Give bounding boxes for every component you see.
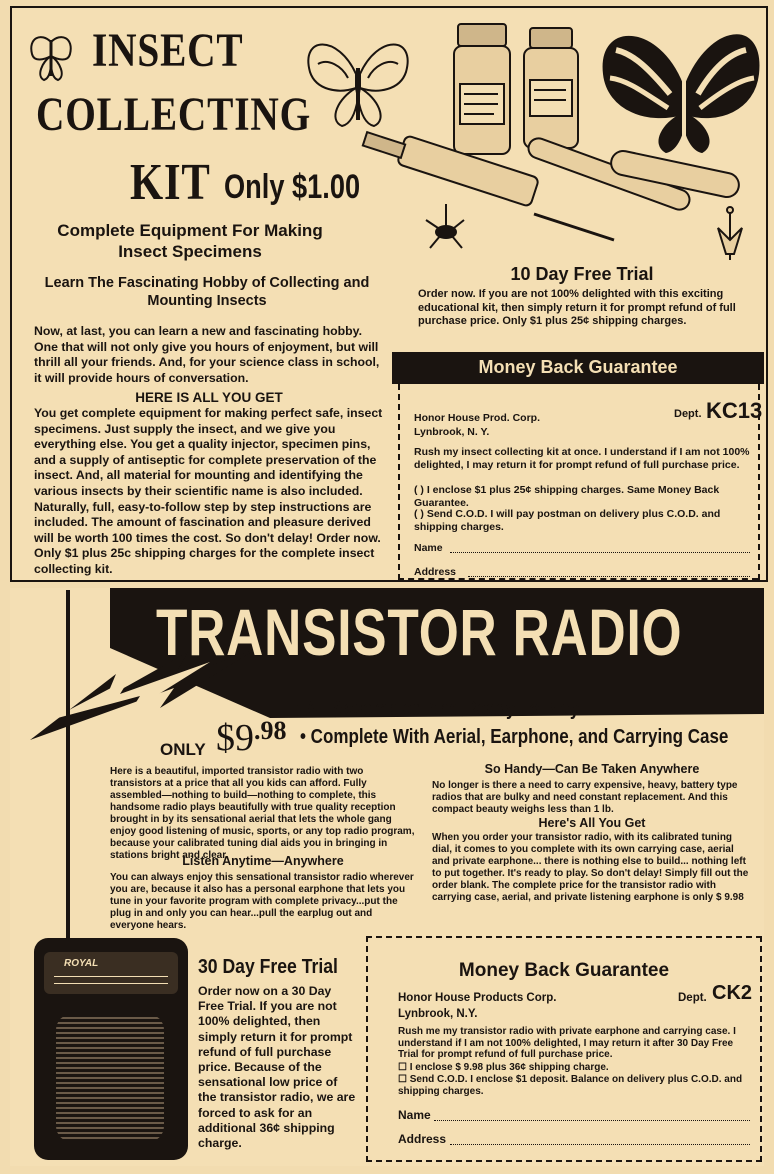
coupon-kc13 xyxy=(392,352,764,580)
subheading: Learn The Fascinating Hobby of Collecting and Mounting Insects xyxy=(44,275,370,309)
insect-kit-ad xyxy=(10,6,768,582)
radio-illustration xyxy=(34,938,188,1160)
coupon-city: Lynbrook, N. Y. xyxy=(414,426,490,438)
tuning-dial xyxy=(44,952,178,994)
title-line-insect: INSECT xyxy=(92,24,244,77)
name2-field[interactable] xyxy=(434,1120,750,1121)
coupon2-border-left xyxy=(366,936,368,1162)
radio-title: TRANSISTOR RADIO xyxy=(156,595,683,669)
trial-heading-30: 30 Day Free Trial xyxy=(198,956,338,978)
coupon2-border-bottom xyxy=(366,1160,762,1162)
insect-equipment-illustration xyxy=(298,14,760,260)
coupon2-header: Money Back Guarantee xyxy=(458,960,670,981)
col2-paragraph: No longer is there a need to carry expensive, heavy, battery type radios that are bulky and need constant replacement. And this compact beauty weighs less than 1 lb. xyxy=(432,780,738,815)
address-field[interactable] xyxy=(468,576,750,577)
trial-text: Order now. If you are not 100% delighted with this exciting educational kit, then simply return it for prompt refund of full purchase price. Only $1 plus 25¢ shipping charges. xyxy=(418,288,736,327)
price-main: 9 xyxy=(235,717,254,759)
radio-brand: ROYAL xyxy=(64,958,99,969)
coupon2-border-right xyxy=(760,936,762,1162)
dept2-label: Dept. xyxy=(678,992,707,1004)
butterfly-logo-icon xyxy=(26,32,76,84)
price-label: Only $1.00 xyxy=(224,168,361,206)
col2-paragraph2: When you order your transistor radio, with its calibrated tuning dial, it comes to you complete with its own carrying case, aerial and private earphone... there is nothing else to build... nothing left to put together. It's ready to play. So don't delay! Simply fill out the order blank. The complete price for the transistor radio with carrying case, aerial, and private listening earphone is only $ 9.98 xyxy=(432,832,749,903)
coupon2-city: Lynbrook, N.Y. xyxy=(398,1008,478,1020)
trial-heading: 10 Day Free Trial xyxy=(510,264,654,284)
coupon-text: Rush my insect collecting kit at once. I understand if I am not 100% delighted, I may return it for prompt refund of full purchase price. xyxy=(414,446,750,471)
dept-label: Dept. xyxy=(674,408,702,420)
body-paragraph: You get complete equipment for making perfect safe, insect specimens. Just supply the insect, and we give you everything else. You get a quality injector, specimen pins, and a supply of antiseptic for complete preservation of the insect. And, all material for mounting and identifying the various insects by their scientific name is also included. Naturally, full, easy-to-follow step by step instructions are included. The amount of fascination and pleasure derived will be worth 100 times the cost. So don't delay! Order now. Only $1 plus 25c shipping charges for the complete insect collecting kit. xyxy=(34,406,383,576)
dept-code: KC13 xyxy=(706,398,763,423)
vial-icon xyxy=(454,24,510,154)
address2-label: Address xyxy=(398,1132,447,1146)
bullet-complete: • Complete With Aerial, Earphone, and Carrying Case xyxy=(300,726,729,748)
price-dollar: $ xyxy=(216,717,235,759)
price-display xyxy=(216,716,287,760)
col2-heading: So Handy—Can Be Taken Anywhere xyxy=(484,762,700,776)
speaker-grille xyxy=(56,1014,164,1142)
coupon2-option-cod[interactable]: ☐ Send C.O.D. I enclose $1 deposit. Balance on delivery plus C.O.D. and shipping charges. xyxy=(398,1074,743,1097)
vial-icon xyxy=(524,28,578,148)
col2-heading2: Here's All You Get xyxy=(538,816,646,830)
dial-scale xyxy=(54,976,168,984)
trial-text-30: Order now on a 30 Day Free Trial. If you are not 100% delighted, then simply return it for prompt refund of full purchase price. Because of the sensational low price of the transistor radio, we are forced to ask for an additional 36¢ shipping charge. xyxy=(198,984,356,1151)
title-line-collecting: COLLECTING xyxy=(36,88,312,141)
antenna xyxy=(66,590,70,950)
col1-paragraph2: You can always enjoy this sensational transistor radio wherever you are, because it also has a personal earphone that lets you tune in your favorite program with complete privacy...put the plug in and only you can hear...pull the earplug out and everyone hears. xyxy=(110,872,414,931)
section-heading: HERE IS ALL YOU GET xyxy=(135,390,283,405)
butterfly-left-icon xyxy=(308,45,407,127)
bug-icon xyxy=(426,204,464,248)
coupon2-text: Rush me my transistor radio with private earphone and carrying case. I understand if I am not 100% delighted, I may return it after 30 Day Free Trial for prompt refund of full purchase price. xyxy=(398,1026,736,1060)
subtitle: Complete Equipment For Making Insect Specimens xyxy=(57,221,323,261)
only-label: ONLY xyxy=(160,740,206,759)
price-cents: .98 xyxy=(254,716,287,745)
coupon-border-left xyxy=(398,384,400,580)
coupon2-border-top xyxy=(366,936,762,938)
address-label: Address xyxy=(414,566,457,578)
specimen-tube-icon xyxy=(526,136,741,213)
coupon-option-cod[interactable]: ( ) Send C.O.D. I will pay postman on delivery plus C.O.D. and shipping charges. xyxy=(414,508,721,533)
coupon2-company: Honor House Products Corp. xyxy=(398,992,557,1004)
address2-field[interactable] xyxy=(450,1144,750,1145)
dept2-code: CK2 xyxy=(712,982,753,1004)
transistor-radio-ad xyxy=(10,588,764,1166)
name2-label: Name xyxy=(398,1108,431,1122)
pinned-insect-icon xyxy=(718,207,742,260)
col1-heading: Listen Anytime—Anywhere xyxy=(182,854,344,868)
coupon-ck2 xyxy=(366,936,762,1162)
coupon-company: Honor House Prod. Corp. xyxy=(414,412,540,424)
bullet-assembled: • All Assembled And Ready To Play xyxy=(296,698,580,720)
coupon2-option-enclose[interactable]: ☐ I enclose $ 9.98 plus 36¢ shipping charge. xyxy=(398,1062,609,1073)
intro-paragraph: Now, at last, you can learn a new and fascinating hobby. One that will not only give you hours of enjoyment, but will thrill all your friends. And, for your science class in school, it will provide hours of conversation. xyxy=(34,324,380,385)
name-label: Name xyxy=(414,542,443,554)
title-line-kit: KIT xyxy=(130,154,211,211)
butterfly-right-icon xyxy=(604,35,759,152)
coupon-header: Money Back Guarantee xyxy=(392,352,764,384)
name-field[interactable] xyxy=(450,552,750,553)
col1-paragraph: Here is a beautiful, imported transistor radio with two transistors at a price that all you kids can afford. Fully assembled—nothing to build—nothing to complete, this handsome radio plays beautifully with true quality reception brought in by its sensational aerial that lets the whole gang enjoy good listening of music, sports, or any top radio program, because your calibrated tuning dial aids you in bringing in stations bright and clear. xyxy=(110,766,415,861)
coupon-option-enclose[interactable]: ( ) I enclose $1 plus 25¢ shipping charges. Same Money Back Guarantee. xyxy=(414,484,720,509)
